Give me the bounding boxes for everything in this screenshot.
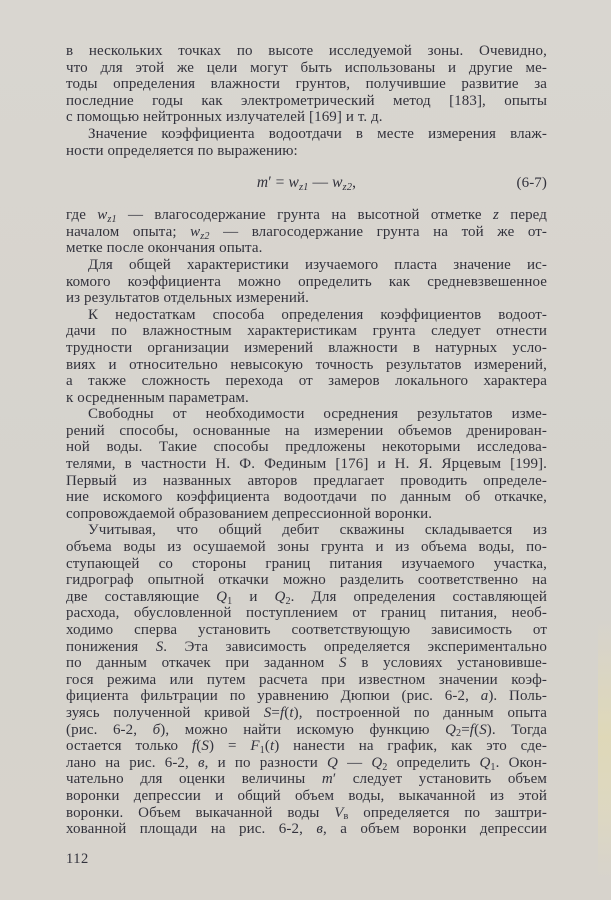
text-line: чательно для оценки величины m′ следует установить объем — [66, 771, 547, 788]
text-line: ности определяется по выражению: — [66, 142, 298, 159]
text-line: телями, в частности Н. Ф. Фединым [176] и Н. Я. Ярцевым [199]. — [66, 456, 547, 473]
text-line: понижения S. Эта зависимость определяется экспериментально — [66, 638, 547, 655]
text-line: К недостаткам способа определения коэффициентов водоот- — [88, 306, 547, 323]
text-line: лано на рис. 6-2, в, и по разности Q — $Q_2$ определить $Q_1$. Окон- — [66, 754, 547, 773]
text-line: ной воды. Такие способы предложены некоторыми исследова- — [66, 439, 547, 456]
text-line: Для общей характеристики изучаемого пласта значение ис- — [88, 256, 547, 273]
text-line: ступающей со стороны границ питания изучаемого участка, — [66, 555, 547, 572]
text-line: ние искомого коэффициента водоотдачи по данным об откачке, — [66, 489, 547, 506]
text-line: что для этой же цели могут быть использованы и другие ме- — [66, 59, 547, 76]
text-line: в нескольких точках по высоте исследуемой зоны. Очевидно, — [66, 43, 547, 59]
text-line: ходимо сперва установить соответствующую зависимость от — [66, 622, 547, 638]
text-content — [66, 43, 547, 838]
formula-row — [66, 175, 547, 192]
text-line: а также сложность перехода от замеров локального характера — [66, 373, 547, 390]
text-line: где $w_{z1}$ — влагосодержание грунта на высотной отметке z перед — [66, 207, 547, 225]
text-line: фициента фильтрации по уравнению Дюпюи (рис. 6-2, а). Поль- — [66, 688, 547, 705]
equation-number: (6-7) — [516, 175, 547, 192]
text-line: началом опыта; $w_{z2}$ — влагосодержание грунта на той же от- — [66, 223, 548, 242]
text-line: хованной площади на рис. 6-2, в, а объем воронки депрессии — [66, 821, 547, 838]
text-line: две составляющие $Q_1$ и $Q_2$. Для определения составляющей — [66, 588, 547, 607]
text-line: воронки. Объем выкачанной воды $V_в$ определяется по заштри- — [66, 804, 547, 823]
page-number: 112 — [66, 850, 89, 867]
text-line: сопровождаемой образованием депрессионной воронки. — [66, 505, 433, 522]
text-line: расхода, обусловленной поступлением от границ питания, необ- — [66, 605, 547, 622]
text-line: метке после окончания опыта. — [66, 240, 263, 257]
text-line: с помощью нейтронных излучателей [169] и т. д. — [66, 109, 383, 126]
text-line: виях и относительно невысокую точность результатов измерений, — [66, 356, 547, 373]
page-edge-shading — [598, 620, 611, 880]
formula-expression: $m' = w_{z1}$ — $w_{z2}$, — [256, 174, 357, 194]
text-line: остается только $f(S) = F_1(t)$ нанести на график, как это сде- — [66, 738, 548, 756]
text-line: воронки депрессии и общий объем воды, выкачанной из этой — [66, 787, 547, 804]
text-line: Первый из названных авторов предлагает проводить определе- — [66, 472, 547, 489]
text-line: зуясь полученной кривой S=f(t), построенной по данным опыта — [66, 704, 547, 721]
text-line: из результатов отдельных измерений. — [66, 290, 309, 307]
text-line: (рис. 6-2, б), можно найти искомую функцию $Q_2=f(S)$. Тогда — [66, 721, 547, 740]
text-line: трудности организации измерений влажности в натурных усло- — [66, 339, 547, 356]
text-line: дачи по влажностным характеристикам грунта следует отнести — [66, 323, 547, 340]
text-line: Свободны от необходимости осреднения результатов изме- — [88, 406, 547, 423]
text-line: Значение коэффициента водоотдачи в месте измерения влаж- — [88, 125, 547, 142]
text-line: гося режима или путем расчета при известном значении коэф- — [66, 671, 547, 688]
text-line: гидрограф опытной откачки можно разделить соответственно на — [66, 572, 547, 589]
text-line: Учитывая, что общий дебит скважины складывается из — [88, 522, 547, 539]
text-line: комого коэффициента можно определить как средневзвешенное — [66, 273, 547, 290]
text-line: по данным откачек при заданном S в условиях установивше- — [66, 655, 547, 672]
text-line: тоды определения влажности грунтов, получившие развитие за — [66, 76, 547, 93]
text-block — [66, 43, 547, 867]
text-line: к осредненным параметрам. — [66, 389, 249, 406]
text-line: объема воды из осушаемой зоны грунта и из объема воды, по- — [66, 539, 547, 556]
text-line: последние годы как электрометрический метод [183], опыты — [66, 92, 547, 109]
text-line: рений способы, основанные на измерении объемов дренирован- — [66, 422, 547, 439]
